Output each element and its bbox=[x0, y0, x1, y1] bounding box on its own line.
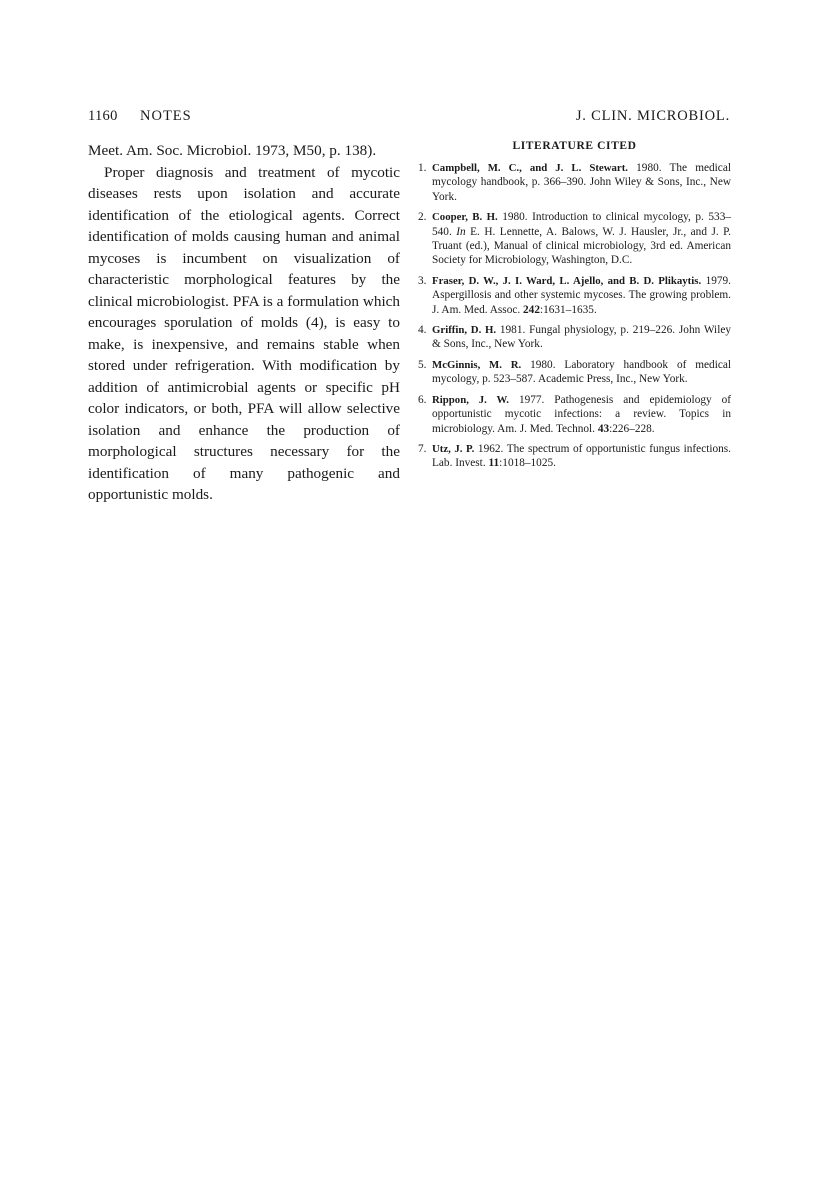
reference-text: 1980. The medical mycology handbook, p. 366–390. John Wiley & Sons, Inc., New York. bbox=[432, 162, 731, 203]
reference-authors: Griffin, D. H. bbox=[432, 324, 497, 337]
reference-authors: Cooper, B. H. bbox=[432, 211, 498, 224]
reference-text: 1980. Introduction to clinical mycology, p. 533–540. bbox=[432, 211, 731, 238]
reference-item bbox=[418, 442, 731, 471]
reference-number: 2. bbox=[418, 211, 427, 224]
reference-item bbox=[418, 274, 731, 317]
reference-text: 1979. Aspergillosis and other systemic mycoses. The growing problem. J. Am. Med. Assoc. bbox=[432, 274, 731, 316]
section-name: NOTES bbox=[140, 108, 192, 124]
journal-name: J. CLIN. MICROBIOL. bbox=[575, 108, 730, 124]
reference-pages: :226–228. bbox=[609, 422, 655, 435]
reference-number: 7. bbox=[418, 442, 427, 455]
reference-authors: Rippon, J. W. bbox=[432, 393, 509, 406]
reference-volume: 242 bbox=[523, 303, 540, 316]
reference-text: 1977. Pathogenesis and epidemiology of opportunistic mycotic infections: a review. Topics in microbiology. Am. J. Med. Technol. bbox=[432, 393, 732, 435]
references-section bbox=[418, 140, 731, 477]
reference-authors: Fraser, D. W., J. I. Ward, L. Ajello, and B. D. Plikaytis. bbox=[432, 274, 702, 287]
reference-item bbox=[418, 393, 731, 436]
references-list bbox=[418, 161, 731, 471]
running-header bbox=[88, 108, 730, 128]
page-number: 1160 bbox=[88, 108, 118, 124]
reference-authors: Campbell, M. C., and J. L. Stewart. bbox=[432, 162, 628, 174]
reference-authors: Utz, J. P. bbox=[432, 442, 475, 455]
reference-item bbox=[418, 358, 731, 387]
reference-pages: :1631–1635. bbox=[539, 303, 597, 316]
reference-item bbox=[418, 161, 731, 204]
reference-text: 1981. Fungal physiology, p. 219–226. John Wiley & Sons, Inc., New York. bbox=[432, 324, 731, 351]
reference-in-word: In bbox=[456, 225, 466, 238]
body-text-column bbox=[88, 140, 400, 506]
reference-number: 5. bbox=[418, 358, 427, 371]
reference-volume: 43 bbox=[597, 422, 610, 435]
reference-text: 1962. The spectrum of opportunistic fungus infections. Lab. Invest. bbox=[432, 442, 732, 470]
reference-item bbox=[418, 210, 731, 268]
reference-text: 1980. Laboratory handbook of medical mycology, p. 523–587. Academic Press, Inc., New York. bbox=[432, 358, 731, 386]
reference-item bbox=[418, 323, 731, 352]
reference-volume: 11 bbox=[488, 457, 500, 470]
reference-text-continued: E. H. Lennette, A. Balows, W. J. Hausler, Jr., and J. P. Truant (ed.), Manual of clinical microbiology, 3rd ed. American Society for Microbiology, Washington, D.C. bbox=[432, 225, 731, 267]
references-heading: LITERATURE CITED bbox=[512, 140, 637, 152]
reference-number: 6. bbox=[418, 393, 427, 406]
reference-authors: McGinnis, M. R. bbox=[432, 358, 522, 371]
reference-pages: :1018–1025. bbox=[499, 457, 556, 470]
continuation-line: Meet. Am. Soc. Microbiol. 1973, M50, p. 138). bbox=[88, 142, 377, 159]
reference-number: 1. bbox=[418, 162, 427, 174]
reference-number: 4. bbox=[418, 324, 427, 337]
body-paragraph: Proper diagnosis and treatment of mycotic diseases rests upon isolation and accurate identification of the etiological agents. Correct identification of molds causing human and animal mycoses is incumbent on visualization of characteristic morphological features by the clinical microbiologist. PFA is a formulation which encourages sporulation of molds (4), is easy to make, is inexpensive, and remains stable when stored under refrigeration. With modification by addition of antimicrobial agents or specific pH color indicators, or both, PFA will allow selective isolation and enhance the production of morphological structures necessary for the identification of many pathogenic and opportunistic molds. bbox=[88, 163, 400, 503]
reference-number: 3. bbox=[418, 274, 427, 287]
